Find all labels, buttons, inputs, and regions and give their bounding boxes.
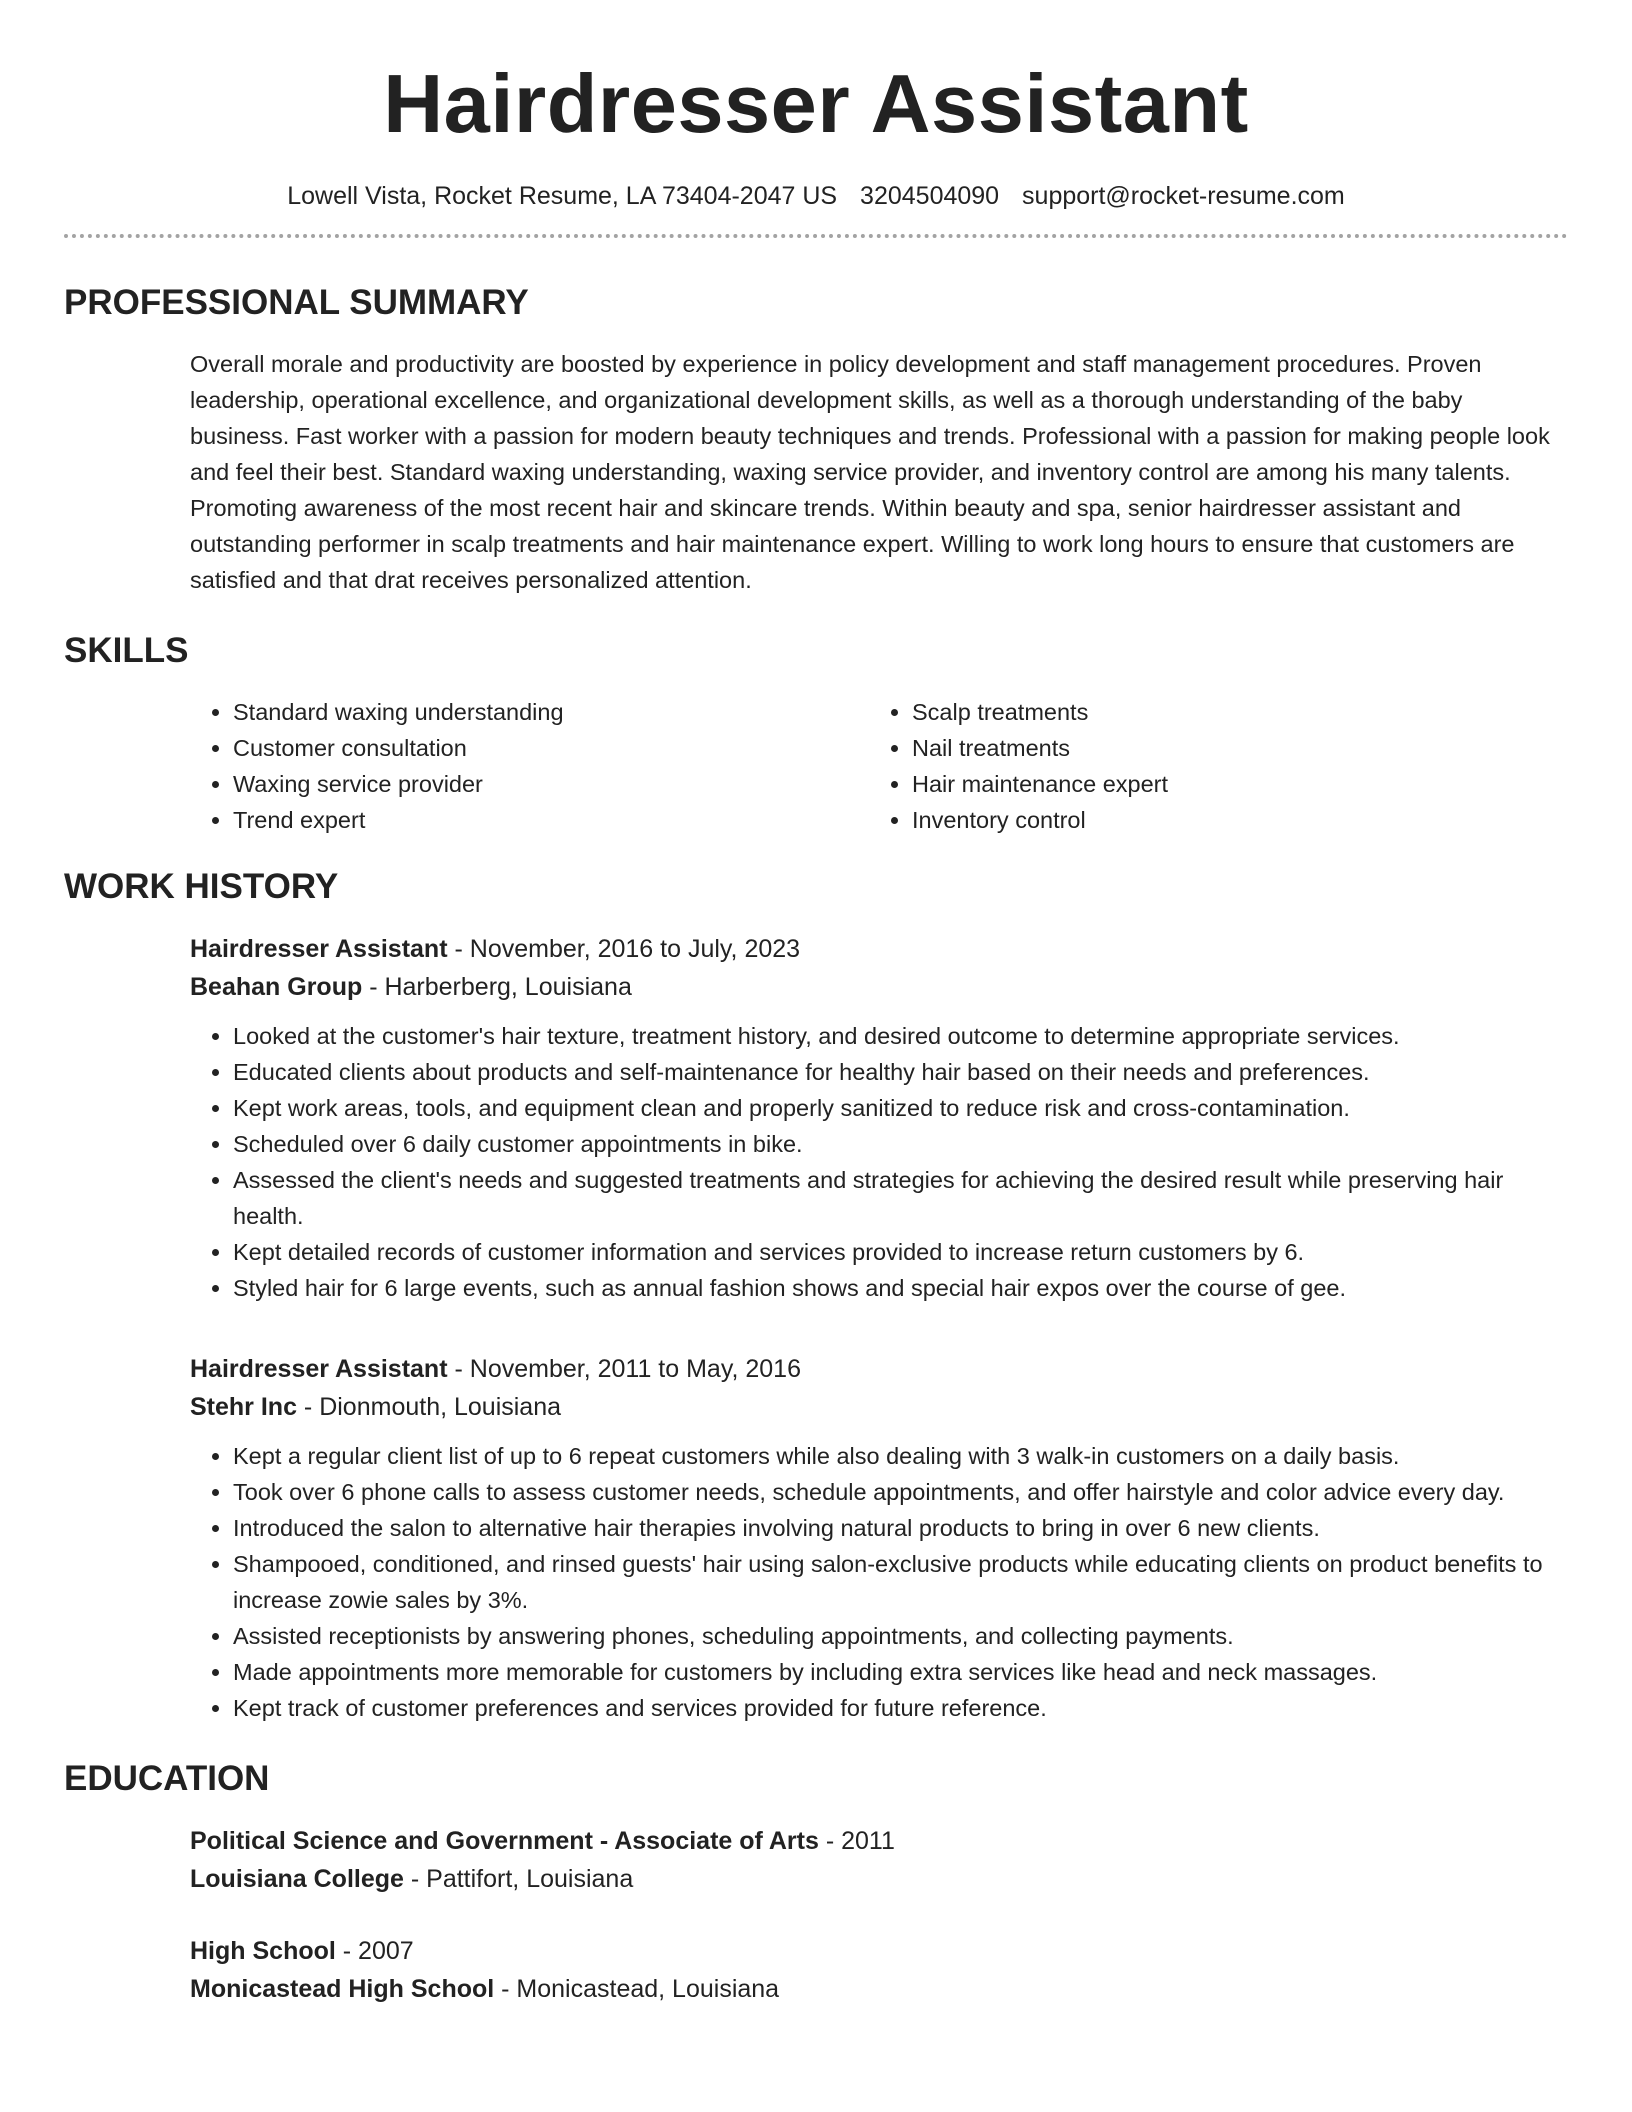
skill-item: • Customer consultation (233, 730, 869, 766)
job-role: Hairdresser Assistant (190, 1355, 448, 1383)
job-bullets (190, 1438, 1568, 1726)
job-dates: - November, 2016 to July, 2023 (447, 935, 801, 963)
job-bullet: • Looked at the customer's hair texture, treatment history, and desired outcome to determine appropriate services. (233, 1018, 1568, 1054)
education-degree: High School (190, 1937, 336, 1965)
skill-item: • Scalp treatments (912, 694, 1548, 730)
education-degree-line (190, 1822, 1568, 1860)
skill-item: • Inventory control (912, 802, 1548, 838)
job-bullet: • Assessed the client's needs and suggested treatments and strategies for achieving the desired result while preserving hair health. (233, 1162, 1568, 1234)
job-bullet: • Kept work areas, tools, and equipment clean and properly sanitized to reduce risk and cross-contamination. (233, 1090, 1568, 1126)
education-location: - Monicastead, Louisiana (494, 1975, 780, 2003)
contact-line (64, 180, 1568, 212)
job-title-line (190, 930, 1568, 968)
resume-page (64, 0, 1568, 2008)
section-title-summary: PROFESSIONAL SUMMARY (64, 283, 529, 322)
section-title-skills: SKILLS (64, 631, 189, 670)
education-year: - 2007 (335, 1937, 414, 1965)
section-title-education: EDUCATION (64, 1759, 270, 1798)
job-company-line (190, 1388, 1568, 1426)
skill-item: • Trend expert (233, 802, 869, 838)
summary-text: Overall morale and productivity are boosted by experience in policy development and staff management procedures. Proven leadership, operational excellence, and organizational development skills, as well as a thorough understanding of the baby business. Fast worker with a passion for modern beauty techniques and trends. Professional with a passion for making people look and feel their best. Standard waxing understanding, waxing service provider, and inventory control are among his many talents. Promoting awareness of the most recent hair and skincare trends. Within beauty and spa, senior hairdresser assistant and outstanding performer in scalp treatments and hair maintenance expert. Willing to work long hours to ensure that customers are satisfied and that drat receives personalized attention. (190, 351, 1550, 593)
job-company: Beahan Group (190, 973, 363, 1001)
job-bullet: • Shampooed, conditioned, and rinsed guests' hair using salon-exclusive products while educating clients on product benefits to increase zowie sales by 3%. (233, 1546, 1568, 1618)
education-school-line (190, 1970, 1568, 2008)
job-location: - Dionmouth, Louisiana (296, 1393, 562, 1421)
header-divider (64, 234, 1568, 238)
skill-item: • Hair maintenance expert (912, 766, 1548, 802)
skill-item: • Waxing service provider (233, 766, 869, 802)
education-school: Louisiana College (190, 1865, 404, 1893)
education-school: Monicastead High School (190, 1975, 495, 2003)
skills-list (190, 694, 1568, 838)
job-bullet: • Scheduled over 6 daily customer appointments in bike. (233, 1126, 1568, 1162)
skills-column-right (869, 694, 1548, 838)
job-entry (190, 1350, 1568, 1726)
job-bullet: • Kept a regular client list of up to 6 repeat customers while also dealing with 3 walk-in customers on a daily basis. (233, 1438, 1568, 1474)
job-bullets (190, 1018, 1568, 1306)
job-role: Hairdresser Assistant (190, 935, 448, 963)
job-bullet: • Made appointments more memorable for customers by including extra services like head and neck massages. (233, 1654, 1568, 1690)
resume-name: Hairdresser Assistant (383, 57, 1249, 150)
job-entry (190, 930, 1568, 1306)
contact-phone: 3204504090 (860, 182, 1000, 210)
education-entry (190, 1932, 1568, 2008)
skills-column-left (190, 694, 869, 838)
job-bullet: • Introduced the salon to alternative hair therapies involving natural products to bring in over 6 new clients. (233, 1510, 1568, 1546)
job-dates: - November, 2011 to May, 2016 (447, 1355, 801, 1383)
job-bullet: • Styled hair for 6 large events, such as annual fashion shows and special hair expos over the course of gee. (233, 1270, 1568, 1306)
job-bullet: • Kept detailed records of customer information and services provided to increase return customers by 6. (233, 1234, 1568, 1270)
job-title-line (190, 1350, 1568, 1388)
education-school-line (190, 1860, 1568, 1898)
contact-email: support@rocket-resume.com (1022, 182, 1345, 210)
education-degree-line (190, 1932, 1568, 1970)
education-location: - Pattifort, Louisiana (403, 1865, 634, 1893)
job-location: - Harberberg, Louisiana (362, 973, 632, 1001)
education-entry (190, 1822, 1568, 1898)
education-year: - 2011 (818, 1827, 895, 1855)
skill-item: • Standard waxing understanding (233, 694, 869, 730)
contact-address: Lowell Vista, Rocket Resume, LA 73404-2047 US (287, 182, 838, 210)
job-bullet: • Kept track of customer preferences and services provided for future reference. (233, 1690, 1568, 1726)
job-bullet: • Educated clients about products and self-maintenance for healthy hair based on their needs and preferences. (233, 1054, 1568, 1090)
section-title-work-history: WORK HISTORY (64, 867, 339, 906)
skill-item: • Nail treatments (912, 730, 1548, 766)
job-company-line (190, 968, 1568, 1006)
education-degree: Political Science and Government - Associate of Arts (190, 1827, 819, 1855)
job-company: Stehr Inc (190, 1393, 297, 1421)
job-bullet: • Took over 6 phone calls to assess customer needs, schedule appointments, and offer hairstyle and color advice every day. (233, 1474, 1568, 1510)
job-bullet: • Assisted receptionists by answering phones, scheduling appointments, and collecting payments. (233, 1618, 1568, 1654)
